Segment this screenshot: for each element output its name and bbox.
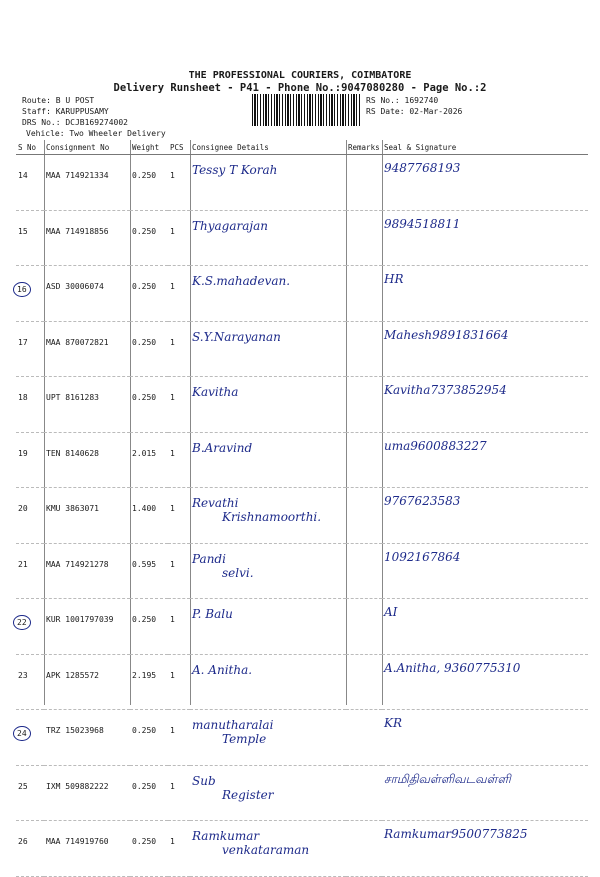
sno-cell	[16, 488, 44, 544]
weight-cell-text: 0.250	[132, 393, 157, 402]
consignee-name: A. Anitha.	[192, 662, 253, 677]
weight-cell	[130, 321, 168, 377]
consignment-cell	[44, 488, 130, 544]
signature-text-line2: வடவள்ளி	[454, 771, 511, 786]
weight-cell-text: 0.250	[132, 171, 157, 180]
consignment-cell	[44, 266, 130, 322]
signature-text: Kavitha	[384, 383, 431, 397]
runsheet-title: Delivery Runsheet - P41 - Phone No.:9047080280 - Page No.:2	[113, 82, 487, 94]
rs-number: RS No.: 1692740	[366, 96, 439, 105]
weight-cell	[130, 488, 168, 544]
pcs-cell	[168, 155, 190, 211]
pcs-cell	[168, 210, 190, 266]
sno-cell	[16, 321, 44, 377]
sno-cell	[16, 266, 44, 322]
pcs-cell-text: 1	[170, 559, 175, 569]
sno-cell	[16, 155, 44, 211]
consignee-name: P. Balu	[192, 607, 233, 621]
table-row	[16, 654, 588, 710]
pcs-cell-text: 1	[170, 226, 175, 236]
consignment-cell-text: TRZ 15023968	[46, 726, 104, 735]
consignee-name: manutharalai	[192, 718, 274, 732]
consignee-cell	[190, 821, 346, 877]
signature-text: 9487768193	[384, 161, 461, 175]
pcs-cell	[168, 543, 190, 599]
table-row	[16, 488, 588, 544]
pcs-cell	[168, 488, 190, 544]
pcs-cell-text: 1	[170, 837, 175, 846]
weight-cell-text: 1.400	[132, 504, 157, 513]
consignee-name-line2: Temple	[222, 732, 267, 746]
sno-cell	[16, 654, 44, 710]
weight-cell-text: 0.595	[132, 559, 157, 569]
remarks-cell	[346, 210, 382, 266]
weight-cell-text: 2.195	[132, 670, 157, 680]
consignment-cell	[44, 821, 130, 877]
pcs-cell	[168, 821, 190, 877]
sno-cell	[16, 432, 44, 488]
consignment-cell-text: MAA 714921278	[46, 559, 109, 569]
weight-cell	[130, 654, 168, 710]
table-row	[16, 821, 588, 877]
signature-text: Ramkumar	[384, 827, 452, 841]
table-row	[16, 266, 588, 322]
weight-cell	[130, 765, 168, 821]
consignment-cell	[44, 321, 130, 377]
consignment-cell	[44, 377, 130, 433]
table-row	[16, 710, 588, 766]
consignment-cell	[44, 599, 130, 655]
consignee-cell	[190, 266, 346, 322]
sno-cell	[16, 765, 44, 821]
weight-cell	[130, 266, 168, 322]
signature-cell	[382, 599, 588, 655]
pcs-cell	[168, 765, 190, 821]
weight-cell	[130, 432, 168, 488]
pcs-cell	[168, 710, 190, 766]
signature-text: 98945	[384, 216, 423, 231]
remarks-cell	[346, 654, 382, 710]
remarks-cell	[346, 266, 382, 322]
sno-cell-text: 18	[18, 393, 28, 402]
consignment-cell	[44, 543, 130, 599]
consignee-cell	[190, 155, 346, 211]
consignment-cell-text: KUR 1001797039	[46, 615, 114, 624]
pcs-cell	[168, 266, 190, 322]
sno-cell-text: 26	[18, 837, 28, 846]
pcs-cell-text: 1	[170, 282, 175, 291]
consignment-cell	[44, 710, 130, 766]
weight-cell-text: 0.250	[132, 282, 157, 291]
sno-cell-text: 20	[18, 504, 28, 513]
col-signature: Seal & Signature	[382, 140, 588, 155]
signature-cell	[382, 321, 588, 377]
weight-cell	[130, 710, 168, 766]
consignee-cell	[190, 488, 346, 544]
weight-cell-text: 0.250	[132, 615, 157, 624]
pcs-cell-text: 1	[170, 337, 175, 347]
consignee-name: B.Aravind	[192, 440, 253, 455]
pcs-cell-text: 1	[170, 448, 175, 458]
signature-text-line2: 9600883227	[410, 438, 487, 453]
signature-cell	[382, 765, 588, 821]
consignee-name-line2: selvi.	[222, 565, 254, 580]
sno-cell	[16, 210, 44, 266]
consignee-name: Pandi	[192, 551, 226, 566]
signature-text: AI	[384, 605, 398, 619]
consignee-cell	[190, 599, 346, 655]
signature-text: KR	[384, 716, 402, 730]
signature-cell	[382, 432, 588, 488]
consignment-cell-text: MAA 870072821	[46, 337, 109, 347]
consignment-cell	[44, 210, 130, 266]
pcs-cell	[168, 432, 190, 488]
consignee-cell	[190, 432, 346, 488]
consignee-cell	[190, 710, 346, 766]
consignee-cell	[190, 765, 346, 821]
weight-cell-text: 0.250	[132, 781, 157, 791]
sno-cell-text: 24	[13, 726, 31, 741]
signature-text: 109216	[384, 549, 430, 564]
consignment-cell-text: MAA 714919760	[46, 837, 109, 846]
consignment-cell-text: APK 1285572	[46, 670, 99, 680]
consignment-cell-text: TEN 8140628	[46, 448, 99, 458]
company-title: THE PROFESSIONAL COURIERS, COIMBATORE	[188, 70, 412, 81]
signature-text: Mahesh	[384, 327, 433, 342]
signature-text-line2: 9891831664	[432, 327, 509, 342]
consignee-name-line2: venkataraman	[222, 843, 310, 857]
sno-cell-text: 15	[18, 226, 28, 236]
consignment-cell-text: IXM 509882222	[46, 781, 109, 791]
consignment-cell	[44, 765, 130, 821]
consignee-name: S.Y.Narayanan	[192, 329, 281, 344]
remarks-cell	[346, 599, 382, 655]
consignment-cell	[44, 155, 130, 211]
signature-cell	[382, 488, 588, 544]
consignment-cell	[44, 654, 130, 710]
sno-cell	[16, 710, 44, 766]
signature-text-line2: 18811	[422, 216, 461, 231]
sno-cell	[16, 599, 44, 655]
remarks-cell	[346, 377, 382, 433]
col-sno: S No	[16, 140, 44, 155]
route-label: Route: B U POST	[22, 96, 95, 105]
sno-cell-text: 23	[18, 670, 28, 680]
sno-cell-text: 25	[18, 781, 28, 791]
pcs-cell-text: 1	[170, 171, 175, 180]
weight-cell	[130, 155, 168, 211]
consignment-cell-text: UPT 8161283	[46, 393, 99, 402]
consignee-cell	[190, 210, 346, 266]
pcs-cell-text: 1	[170, 781, 175, 791]
signature-text: HR	[384, 272, 404, 286]
pcs-cell-text: 1	[170, 670, 175, 680]
consignee-cell	[190, 543, 346, 599]
rs-date: RS Date: 02-Mar-2026	[366, 107, 463, 116]
consignee-name: Tessy T Korah	[192, 163, 278, 177]
barcode	[252, 94, 360, 126]
pcs-cell-text: 1	[170, 393, 175, 402]
consignment-cell-text: KMU 3863071	[46, 504, 99, 513]
vehicle-label: Vehicle: Two Wheeler Delivery	[26, 129, 166, 138]
remarks-cell	[346, 710, 382, 766]
signature-cell	[382, 710, 588, 766]
col-consignee: Consignee Details	[190, 140, 346, 155]
signature-cell	[382, 266, 588, 322]
sno-cell	[16, 543, 44, 599]
consignee-name: Thyagarajan	[192, 218, 268, 233]
remarks-cell	[346, 432, 382, 488]
weight-cell-text: 0.250	[132, 726, 157, 735]
sno-cell-text: 14	[18, 171, 28, 180]
sno-cell-text: 22	[13, 615, 31, 630]
signature-text: 97676	[384, 494, 423, 508]
table-header-row	[16, 140, 588, 155]
pcs-cell-text: 1	[170, 504, 175, 513]
signature-cell	[382, 377, 588, 433]
signature-text-line2: 7864	[429, 549, 461, 564]
consignment-cell	[44, 432, 130, 488]
col-pcs: PCS	[168, 140, 190, 155]
table-row	[16, 321, 588, 377]
table-row	[16, 432, 588, 488]
table-row	[16, 155, 588, 211]
col-weight: Weight	[130, 140, 168, 155]
consignment-cell-text: MAA 714918856	[46, 226, 109, 236]
weight-cell	[130, 377, 168, 433]
runsheet-table	[16, 140, 588, 877]
weight-cell-text: 0.250	[132, 337, 157, 347]
remarks-cell	[346, 488, 382, 544]
table-row	[16, 377, 588, 433]
weight-cell-text: 2.015	[132, 448, 157, 458]
signature-text: A.Anitha, 9360775310	[384, 660, 521, 675]
col-remarks: Remarks	[346, 140, 382, 155]
signature-cell	[382, 155, 588, 211]
consignee-cell	[190, 377, 346, 433]
weight-cell	[130, 543, 168, 599]
sno-cell-text: 21	[18, 559, 28, 569]
consignee-name-line2: Register	[222, 787, 274, 802]
sno-cell-text: 19	[18, 448, 28, 458]
consignee-name: K.S.mahadevan.	[192, 274, 291, 288]
weight-cell-text: 0.250	[132, 226, 157, 236]
consignee-name-line2: Krishnamoorthi.	[222, 510, 322, 524]
pcs-cell	[168, 377, 190, 433]
table-row	[16, 765, 588, 821]
remarks-cell	[346, 821, 382, 877]
table-row	[16, 210, 588, 266]
consignment-cell-text: MAA 714921334	[46, 171, 109, 180]
consignee-name: Ramkumar	[192, 829, 260, 843]
remarks-cell	[346, 765, 382, 821]
drs-label: DRS No.: DCJB169274002	[22, 118, 128, 127]
staff-label: Staff: KARUPPUSAMY	[22, 107, 109, 116]
table-row	[16, 599, 588, 655]
weight-cell-text: 0.250	[132, 837, 157, 846]
signature-text-line2: 9500773825	[451, 827, 528, 841]
sno-cell-text: 17	[18, 337, 28, 347]
signature-cell	[382, 543, 588, 599]
consignee-name: Kavitha	[192, 385, 239, 399]
weight-cell	[130, 210, 168, 266]
table-row	[16, 543, 588, 599]
sno-cell	[16, 377, 44, 433]
pcs-cell-text: 1	[170, 726, 175, 735]
consignee-cell	[190, 321, 346, 377]
signature-text: uma	[384, 438, 411, 453]
signature-text: சாமிதிவள்ளி	[384, 771, 455, 786]
signature-cell	[382, 654, 588, 710]
signature-text-line2: 7373852954	[430, 383, 507, 397]
consignment-cell-text: ASD 30006074	[46, 282, 104, 291]
weight-cell	[130, 599, 168, 655]
consignee-cell	[190, 654, 346, 710]
consignee-name: Sub	[192, 773, 216, 788]
pcs-cell-text: 1	[170, 615, 175, 624]
pcs-cell	[168, 654, 190, 710]
signature-cell	[382, 210, 588, 266]
pcs-cell	[168, 599, 190, 655]
col-consignment: Consignment No	[44, 140, 130, 155]
consignee-name: Revathi	[192, 496, 239, 510]
weight-cell	[130, 821, 168, 877]
signature-cell	[382, 821, 588, 877]
sno-cell	[16, 821, 44, 877]
remarks-cell	[346, 543, 382, 599]
pcs-cell	[168, 321, 190, 377]
remarks-cell	[346, 321, 382, 377]
remarks-cell	[346, 155, 382, 211]
signature-text-line2: 23583	[422, 494, 461, 508]
sno-cell-text: 16	[13, 282, 31, 297]
